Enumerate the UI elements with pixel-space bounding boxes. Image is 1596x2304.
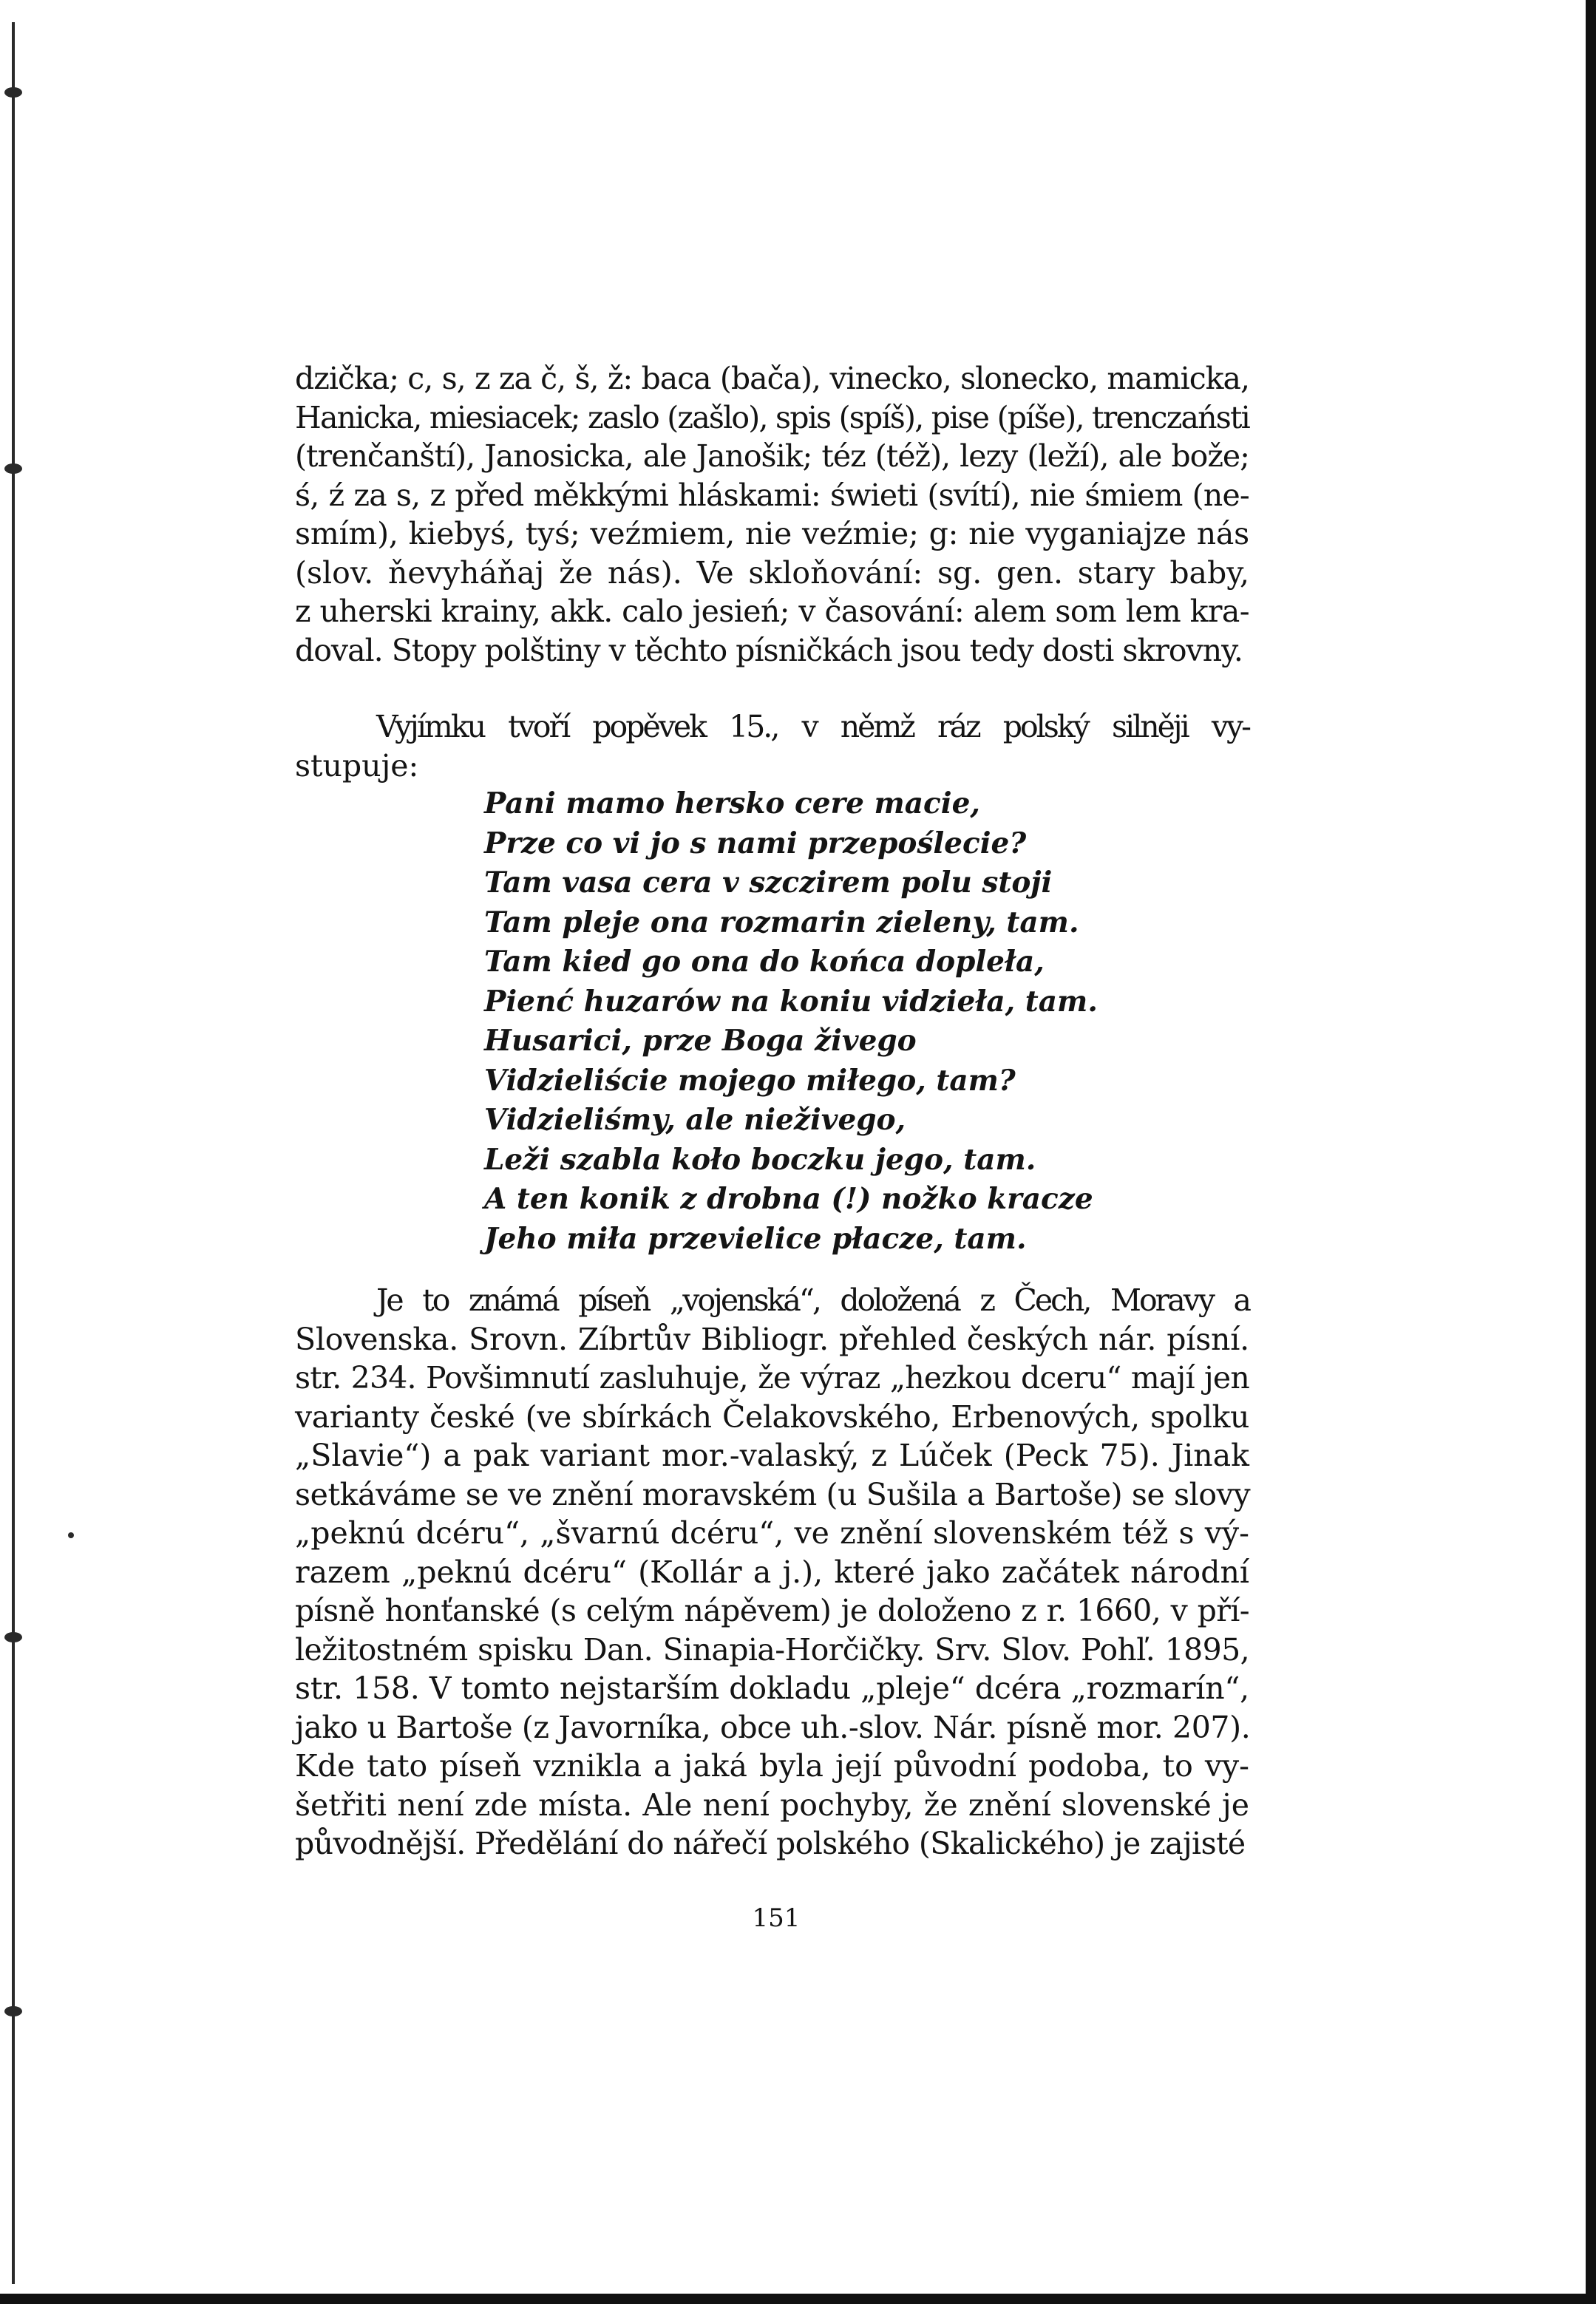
- poem-verse: Jeho miła przevielice płacze, tam.: [484, 1221, 1027, 1256]
- text-line: (slov. ňevyháňaj že nás). Ve skloňování: sg. gen. stary baby,: [295, 554, 1249, 591]
- poem-verse: Pienć huzarów na koniu vidzieła, tam.: [484, 984, 1098, 1019]
- poem-verse: A ten konik z drobna (!) nožko kracze: [484, 1182, 1093, 1216]
- paragraph-2: [295, 707, 1249, 785]
- poem-verse: Husarici, prze Boga živego: [484, 1024, 917, 1058]
- binding-mark: [4, 87, 22, 98]
- text-line: Je to známá píseň „vojenská“, doložená z Čech, Moravy a: [376, 1282, 1249, 1318]
- text-line: šetřiti není zde místa. Ale není pochyby, že znění slovenské je: [295, 1787, 1249, 1823]
- binding-edge-line: [12, 22, 15, 2284]
- text-line: stupuje:: [295, 747, 419, 784]
- text-line: varianty české (ve sbírkách Čelakovského, Erbenových, spolku: [295, 1399, 1249, 1435]
- text-line: setkáváme se ve znění moravském (u Sušila a Bartoše) se slovy: [295, 1476, 1251, 1512]
- poem-verse: Vidzieliście mojego miłego, tam?: [484, 1063, 1016, 1098]
- text-line: str. 158. V tomto nejstarším dokladu „pleje“ dcéra „rozmarín“,: [295, 1671, 1249, 1706]
- poem-verse: Prze co vi jo s nami przepoślecie?: [484, 826, 1027, 860]
- scan-left-margin: [0, 0, 19, 2304]
- text-line: razem „peknú dcéru“ (Kollár a j.), které jako začátek národní: [295, 1554, 1249, 1590]
- text-line: doval. Stopy polštiny v těchto písničkách jsou tedy dosti skrovny.: [295, 632, 1243, 668]
- text-line: písně honťanské (s celým nápěvem) je doloženo z r. 1660, v pří-: [295, 1593, 1249, 1628]
- poem-verse: Pani mamo hersko cere macie,: [484, 786, 980, 820]
- binding-mark: [4, 2006, 22, 2016]
- scan-right-border: [1586, 0, 1596, 2304]
- text-line: ś, ź za s, z před měkkými hláskami: świeti (svítí), nie śmiem (ne-: [295, 477, 1249, 513]
- poem-verse: Tam vasa cera v szczirem polu stoji: [484, 866, 1053, 900]
- poem-verse: Vidzieliśmy, ale nieživego,: [484, 1103, 906, 1137]
- text-line: z uherski krainy, akk. calo jesień; v časování: alem som lem kra-: [295, 594, 1249, 629]
- text-line: Kde tato píseň vznikla a jaká byla její původní podoba, to vy-: [295, 1748, 1249, 1784]
- paragraph-1: [295, 359, 1249, 670]
- poem-verse: Leži szabla koło boczku jego, tam.: [484, 1142, 1036, 1177]
- scan-bottom-border: [0, 2294, 1596, 2304]
- text-line: Vyjímku tvoří popěvek 15., v němž ráz polský silněji vy-: [376, 709, 1249, 744]
- text-line: jako u Bartoše (z Javorníka, obce uh.-slov. Nár. písně mor. 207).: [295, 1709, 1251, 1745]
- page-number: 151: [752, 1903, 801, 1933]
- text-line: Slovenska. Srovn. Zíbrtův Bibliogr. přehled českých nár. písní.: [295, 1321, 1249, 1357]
- text-line: Hanicka, miesiacek; zaslo (zašlo), spis (spíš), pise (píše), trenczaństi: [295, 399, 1249, 435]
- text-line: ležitostném spisku Dan. Sinapia-Horčičky. Srv. Slov. Pohľ. 1895,: [295, 1631, 1249, 1668]
- poem-verse: Tam kied go ona do końca dopleła,: [484, 945, 1045, 979]
- text-line: str. 234. Povšimnutí zasluhuje, že výraz „hezkou dceru“ mají jen: [295, 1360, 1249, 1396]
- paragraph-3: [295, 1281, 1249, 1863]
- text-line: „peknú dcéru“, „švarnú dcéru“, ve znění slovenském též s vý-: [295, 1515, 1249, 1551]
- poem: [484, 784, 1098, 1259]
- text-line: dzička; c, s, z za č, š, ž: baca (bača), vinecko, slonecko, mamicka,: [295, 361, 1249, 396]
- text-line: (trenčanští), Janosicka, ale Janošik; téz (též), lezy (leží), ale bože;: [295, 438, 1249, 474]
- text-line: „Slavie“) a pak variant mor.-valaský, z Lúček (Peck 75). Jinak: [295, 1438, 1249, 1473]
- speck: [68, 1532, 74, 1538]
- text-line: původnější. Předělání do nářečí polského (Skalického) je zajisté: [295, 1826, 1246, 1861]
- poem-verse: Tam pleje ona rozmarin zieleny, tam.: [484, 905, 1079, 939]
- binding-mark: [4, 463, 22, 474]
- text-line: smím), kiebyś, tyś; veźmiem, nie veźmie; g: nie vyganiajze nás: [295, 516, 1249, 551]
- binding-mark: [4, 1632, 22, 1642]
